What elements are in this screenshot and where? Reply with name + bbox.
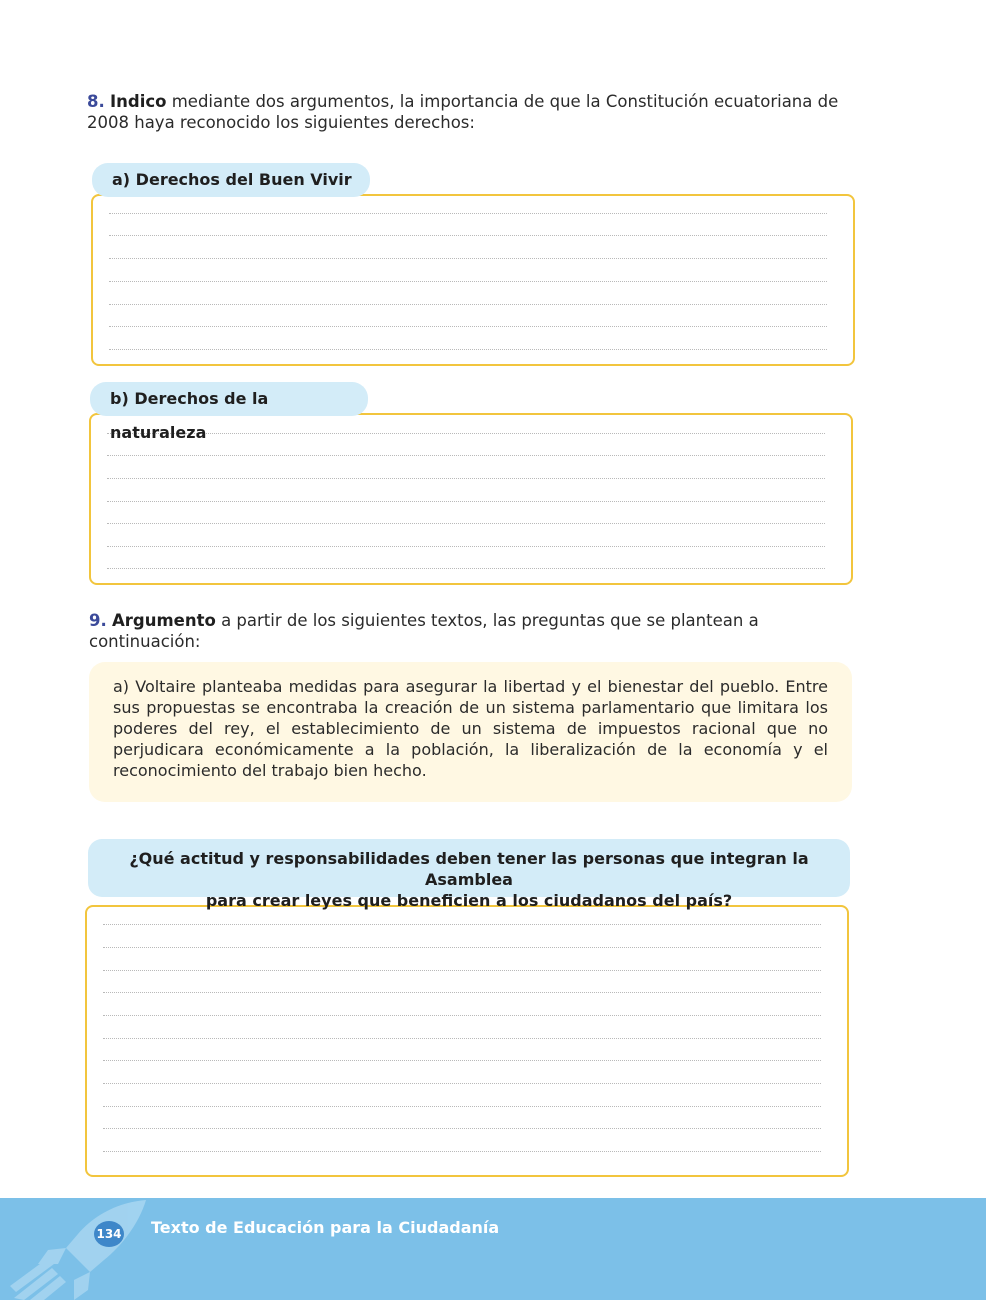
writing-line [103, 1038, 821, 1039]
question-8-text: mediante dos argumentos, la importancia de que la Constitución ecuatoriana de 2008 haya reconocido los siguientes derechos: [87, 92, 839, 132]
writing-line [103, 924, 821, 925]
writing-line [103, 1083, 821, 1084]
writing-line [107, 433, 825, 434]
reading-text: a) Voltaire planteaba medidas para asegurar la libertad y el bienestar del pueblo. Entre sus propuestas se encontraba la creación de un sistema parlamentario que limitara los poderes del rey, el establecimiento de un sistema de impuestos racional que no perjudicara económicamente a la población, la liberalización de la economía y el reconocimiento del trabajo bien hecho. [113, 677, 828, 780]
question-8-keyword: Indico [110, 92, 167, 111]
question-8 [87, 91, 867, 133]
writing-line [109, 281, 827, 282]
answer-box-a[interactable] [91, 194, 855, 366]
question-9 [89, 610, 869, 652]
writing-line [107, 568, 825, 569]
writing-line [109, 235, 827, 236]
writing-line [109, 304, 827, 305]
answer-box-question[interactable] [85, 905, 849, 1177]
writing-line [107, 455, 825, 456]
writing-line [107, 501, 825, 502]
writing-line [109, 349, 827, 350]
reading-text-box [89, 662, 852, 802]
writing-line [109, 326, 827, 327]
reflection-question-line-2: para crear leyes que beneficien a los ciudadanos del país? [205, 891, 733, 910]
question-8-number: 8. [87, 92, 105, 111]
writing-line [103, 1060, 821, 1061]
reflection-question [88, 839, 850, 910]
writing-line [107, 523, 825, 524]
writing-line [103, 1128, 821, 1129]
question-9-number: 9. [89, 611, 107, 630]
writing-line [109, 213, 827, 214]
section-b-label: b) Derechos de la naturaleza [90, 382, 368, 416]
writing-line [103, 1015, 821, 1016]
section-a-label: a) Derechos del Buen Vivir [92, 163, 370, 197]
writing-line [109, 258, 827, 259]
question-9-keyword: Argumento [112, 611, 216, 630]
writing-line [103, 947, 821, 948]
writing-line [103, 970, 821, 971]
writing-line [107, 478, 825, 479]
writing-line [103, 1151, 821, 1152]
book-title: Texto de Educación para la Ciudadanía [151, 1218, 500, 1237]
writing-line [103, 1106, 821, 1107]
reflection-question-line-1: ¿Qué actitud y responsabilidades deben tener las personas que integran la Asamblea [129, 849, 809, 889]
writing-line [107, 546, 825, 547]
rocket-icon [0, 1198, 150, 1300]
question-9-text: a partir de los siguientes textos, las preguntas que se plantean a continuación: [89, 611, 759, 651]
writing-line [103, 992, 821, 993]
page-footer [0, 1198, 986, 1300]
page-number: 134 [94, 1221, 124, 1247]
